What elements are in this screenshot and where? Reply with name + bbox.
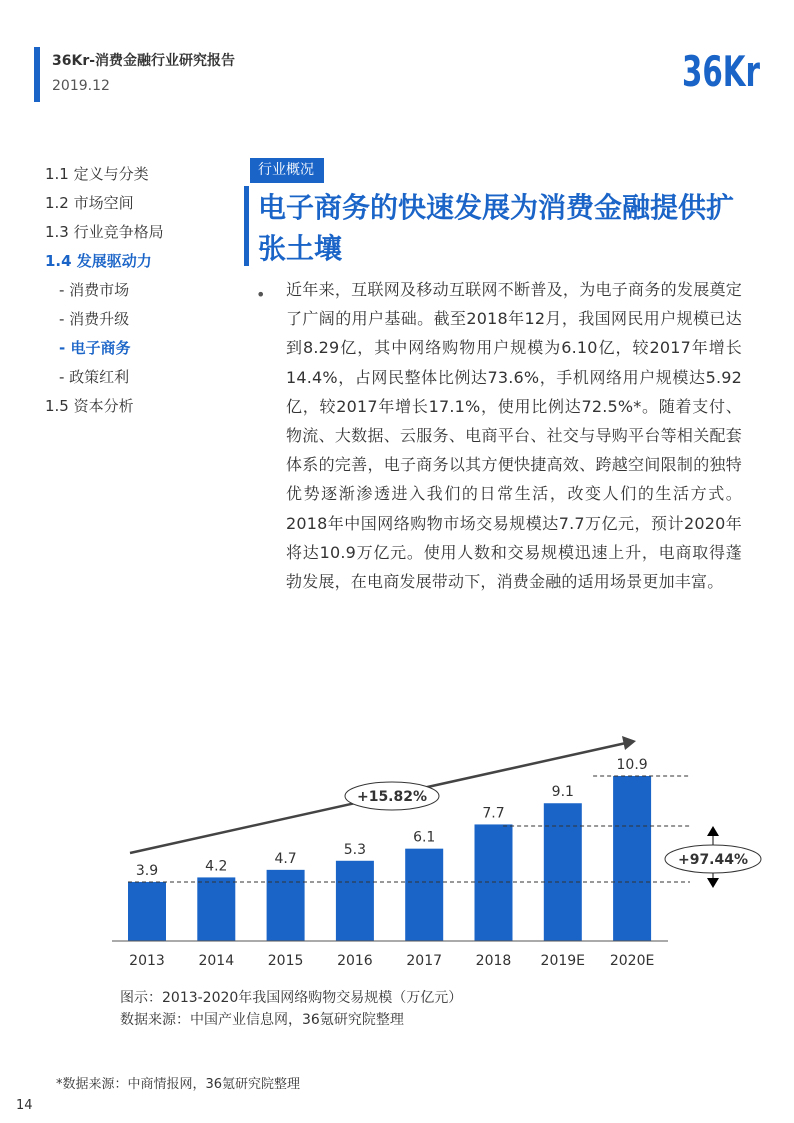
section-tag: 行业概况 (250, 158, 324, 183)
toc-item[interactable]: 1.2 市场空间 (45, 194, 134, 212)
toc-item[interactable]: 1.5 资本分析 (45, 397, 134, 415)
report-title: 36Kr-消费金融行业研究报告 (52, 53, 236, 69)
tick-label: 2018 (475, 953, 512, 969)
figure-source: 数据来源：中国产业信息网，36氪研究院整理 (120, 1012, 404, 1028)
title-accent-bar (244, 186, 249, 266)
bullet-icon: • (256, 285, 266, 304)
bar (544, 803, 582, 941)
page-number: 14 (16, 1098, 33, 1113)
header-accent-bar (34, 47, 40, 102)
growth-label: +15.82% (356, 789, 428, 805)
toc-subitem[interactable]: - 电子商务 (59, 339, 131, 357)
data-label: 4.7 (274, 850, 297, 867)
tick-label: 2019E (540, 953, 586, 969)
logo (678, 36, 764, 94)
report-date: 2019.12 (52, 78, 110, 94)
footnote: *数据来源：中商情报网，36氪研究院整理 (56, 1077, 301, 1092)
bar (613, 776, 651, 941)
data-label: 7.7 (482, 805, 505, 822)
toc-item[interactable]: 1.4 发展驱动力 (45, 252, 152, 270)
increase-label: +97.44% (677, 852, 749, 868)
toc-subitem[interactable]: - 政策红利 (59, 368, 130, 386)
tick-label: 2017 (406, 953, 443, 969)
logo-text: 36Kr (682, 47, 761, 96)
data-label: 3.9 (135, 862, 159, 879)
bar (405, 849, 443, 941)
bar (267, 870, 305, 941)
bar (197, 877, 235, 941)
tick-label: 2020E (609, 953, 655, 969)
trend-arrow-icon (622, 736, 636, 750)
bar-chart (0, 725, 794, 975)
figure-caption (120, 987, 462, 1031)
toc-subitem[interactable]: - 消费升级 (59, 310, 130, 328)
data-label: 6.1 (413, 829, 436, 846)
toc-item[interactable]: 1.1 定义与分类 (45, 165, 149, 183)
bar (336, 861, 374, 941)
bar (475, 824, 513, 941)
arrow-down-icon (707, 878, 719, 888)
table-of-contents (45, 160, 245, 421)
tick-label: 2014 (198, 953, 235, 969)
toc-subitem[interactable]: - 消费市场 (59, 281, 130, 299)
data-label: 5.3 (343, 841, 367, 858)
data-label: 10.9 (616, 757, 648, 773)
bar (128, 882, 166, 941)
tick-label: 2013 (129, 953, 165, 969)
tick-label: 2016 (337, 953, 373, 969)
body-paragraph: 近年来，互联网及移动互联网不断普及，为电子商务的发展奠定了广阔的用户基础。截至2018年12月，我国网民用户规模已达到8.29亿，其中网络购物用户规模为6.10亿，较2017年增长14.4%，占网民整体比例达73.6%，手机网络用户规模达5.92亿，较2017年增长17.1%，使用比例达72.5%*。随着支付、物流、大数据、云服务、电商平台、社交与导购平台等相关配套体系的完善，电子商务以其方便快捷高效、跨越空间限制的独特优势逐渐渗透进入我们的日常生活，改变人们的生活方式。2018年中国网络购物市场交易规模达7.7万亿元，预计2020年将达10.9万亿元。使用人数和交易规模迅速上升，电商取得蓬勃发展，在电商发展带动下，消费金融的适用场景更加丰富。 (286, 280, 742, 592)
figure-title: 图示：2013-2020年我国网络购物交易规模（万亿元） (120, 990, 463, 1006)
data-label: 4.2 (205, 858, 228, 875)
data-label: 9.1 (551, 784, 574, 801)
page-title: 电子商务的快速发展为消费金融提供扩张土壤 (258, 191, 735, 265)
arrow-up-icon (707, 826, 719, 836)
toc-item[interactable]: 1.3 行业竞争格局 (45, 223, 164, 241)
tick-label: 2015 (267, 953, 304, 969)
